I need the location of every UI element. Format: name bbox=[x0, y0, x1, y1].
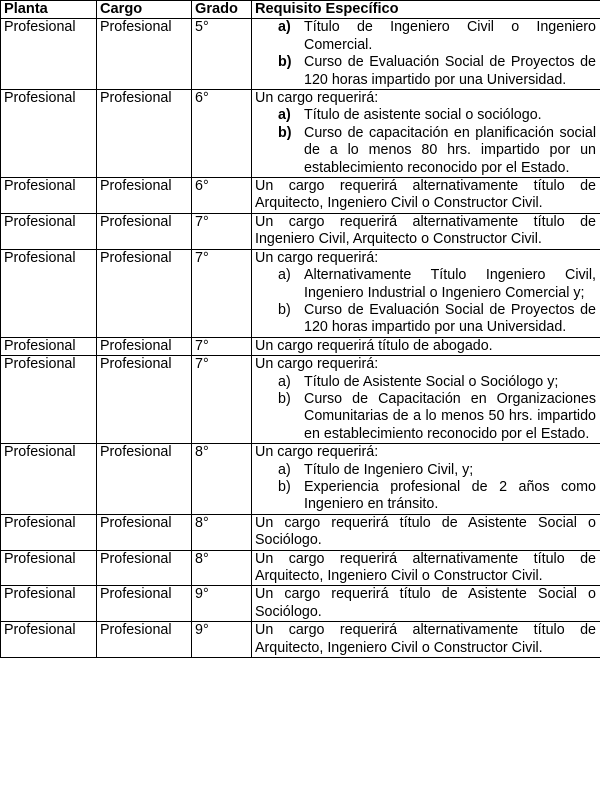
item-marker: a) bbox=[278, 461, 291, 478]
requirement-item bbox=[255, 19, 596, 54]
cell-requisito bbox=[252, 249, 600, 337]
item-marker: a) bbox=[278, 267, 291, 284]
requirement-intro: Un cargo requerirá título de Asistente Social o Sociólogo. bbox=[255, 514, 596, 549]
cell-planta: Profesional bbox=[1, 249, 97, 337]
requirement-intro: Un cargo requerirá alternativamente título de Arquitecto, Ingeniero Civil o Constructor Civil. bbox=[255, 178, 596, 212]
cell-requisito bbox=[252, 337, 600, 355]
requirement-list bbox=[255, 374, 596, 444]
cell-grado: 7° bbox=[192, 213, 252, 249]
cell-grado: 9° bbox=[192, 586, 252, 622]
item-marker: b) bbox=[278, 124, 292, 141]
item-marker: b) bbox=[278, 301, 291, 318]
header-cargo: Cargo bbox=[97, 1, 192, 19]
requirement-item bbox=[255, 374, 596, 391]
item-text: Curso de capacitación en planificación social de a lo menos 80 hrs. impartido por un establecimiento reconocido por el Estado. bbox=[304, 124, 596, 176]
item-text: Curso de Capacitación en Organizaciones Comunitarias de a lo menos 50 hrs. impartido en establecimiento reconocido por el Estado. bbox=[304, 390, 596, 442]
requirement-item bbox=[255, 479, 596, 514]
cell-grado: 9° bbox=[192, 622, 252, 658]
cell-requisito bbox=[252, 178, 600, 214]
cell-cargo: Profesional bbox=[97, 622, 192, 658]
item-text: Título de asistente social o sociólogo. bbox=[304, 107, 542, 124]
item-marker: a) bbox=[278, 373, 291, 390]
cell-cargo: Profesional bbox=[97, 550, 192, 586]
table-row bbox=[1, 586, 600, 622]
requirement-intro: Un cargo requerirá: bbox=[255, 249, 379, 266]
item-text: Título de Ingeniero Civil o Ingeniero Comercial. bbox=[304, 19, 596, 53]
cell-grado: 7° bbox=[192, 356, 252, 444]
table-row bbox=[1, 178, 600, 214]
cell-grado: 8° bbox=[192, 444, 252, 515]
requirement-item bbox=[255, 462, 596, 479]
table-row bbox=[1, 213, 600, 249]
cell-cargo: Profesional bbox=[97, 356, 192, 444]
table-body bbox=[1, 19, 600, 658]
requirement-item bbox=[255, 54, 596, 89]
header-planta: Planta bbox=[1, 1, 97, 19]
requirement-intro: Un cargo requerirá título de Asistente Social o Sociólogo. bbox=[255, 586, 596, 620]
header-requisito: Requisito Específico bbox=[252, 1, 600, 19]
cell-planta: Profesional bbox=[1, 356, 97, 444]
item-text: Título de Ingeniero Civil, y; bbox=[304, 461, 474, 478]
table-row bbox=[1, 622, 600, 658]
header-row bbox=[1, 1, 600, 19]
table-row bbox=[1, 249, 600, 337]
table-row bbox=[1, 514, 600, 550]
cell-cargo: Profesional bbox=[97, 249, 192, 337]
cell-cargo: Profesional bbox=[97, 444, 192, 515]
cell-cargo: Profesional bbox=[97, 337, 192, 355]
cell-requisito bbox=[252, 586, 600, 622]
table-row bbox=[1, 337, 600, 355]
cell-requisito bbox=[252, 356, 600, 444]
cell-cargo: Profesional bbox=[97, 213, 192, 249]
cell-requisito bbox=[252, 550, 600, 586]
cell-planta: Profesional bbox=[1, 622, 97, 658]
cell-cargo: Profesional bbox=[97, 178, 192, 214]
requirement-intro: Un cargo requerirá alternativamente título de Ingeniero Civil, Arquitecto o Constructor Civil. bbox=[255, 213, 596, 248]
cell-requisito bbox=[252, 514, 600, 550]
table-header bbox=[1, 1, 600, 19]
requirement-list bbox=[255, 19, 596, 89]
cell-planta: Profesional bbox=[1, 444, 97, 515]
cell-grado: 8° bbox=[192, 514, 252, 550]
cell-grado: 7° bbox=[192, 337, 252, 355]
cell-planta: Profesional bbox=[1, 586, 97, 622]
item-marker: a) bbox=[278, 19, 291, 36]
cell-cargo: Profesional bbox=[97, 586, 192, 622]
cell-planta: Profesional bbox=[1, 550, 97, 586]
requirement-intro: Un cargo requerirá alternativamente título de Arquitecto, Ingeniero Civil o Constructor Civil. bbox=[255, 550, 596, 584]
requirement-intro: Un cargo requerirá: bbox=[255, 90, 379, 107]
cell-requisito bbox=[252, 213, 600, 249]
requirement-item bbox=[255, 302, 596, 337]
cell-planta: Profesional bbox=[1, 178, 97, 214]
cell-grado: 5° bbox=[192, 19, 252, 90]
requirement-intro: Un cargo requerirá: bbox=[255, 356, 379, 373]
item-text: Alternativamente Título Ingeniero Civil, Ingeniero Industrial o Ingeniero Comercial y; bbox=[304, 267, 596, 301]
cell-planta: Profesional bbox=[1, 90, 97, 178]
cell-cargo: Profesional bbox=[97, 19, 192, 90]
requirement-intro: Un cargo requerirá título de abogado. bbox=[255, 337, 493, 354]
requirement-item bbox=[255, 391, 596, 443]
requirement-item bbox=[255, 125, 596, 177]
cell-planta: Profesional bbox=[1, 213, 97, 249]
requirement-item bbox=[255, 107, 596, 124]
requirement-item bbox=[255, 267, 596, 302]
requirement-list bbox=[255, 267, 596, 337]
requirement-intro: Un cargo requerirá alternativamente título de Arquitecto, Ingeniero Civil o Constructor Civil. bbox=[255, 622, 596, 656]
cell-cargo: Profesional bbox=[97, 90, 192, 178]
table-row bbox=[1, 444, 600, 515]
table-row bbox=[1, 90, 600, 178]
cell-requisito bbox=[252, 622, 600, 658]
cell-grado: 6° bbox=[192, 178, 252, 214]
cell-planta: Profesional bbox=[1, 514, 97, 550]
cell-requisito bbox=[252, 90, 600, 178]
table-row bbox=[1, 356, 600, 444]
item-text: Título de Asistente Social o Sociólogo y; bbox=[304, 373, 559, 390]
item-text: Curso de Evaluación Social de Proyectos de 120 horas impartido por una Universidad. bbox=[304, 301, 596, 336]
item-marker: a) bbox=[278, 107, 291, 124]
cell-requisito bbox=[252, 19, 600, 90]
cell-grado: 7° bbox=[192, 249, 252, 337]
item-text: Experiencia profesional de 2 años como Ingeniero en tránsito. bbox=[304, 478, 596, 513]
cell-grado: 8° bbox=[192, 550, 252, 586]
cell-planta: Profesional bbox=[1, 19, 97, 90]
item-text: Curso de Evaluación Social de Proyectos de 120 horas impartido por una Universidad. bbox=[304, 54, 596, 88]
table-row bbox=[1, 19, 600, 90]
requirement-list bbox=[255, 462, 596, 514]
requirement-intro: Un cargo requerirá: bbox=[255, 444, 379, 461]
cell-grado: 6° bbox=[192, 90, 252, 178]
cell-cargo: Profesional bbox=[97, 514, 192, 550]
cell-planta: Profesional bbox=[1, 337, 97, 355]
cell-requisito bbox=[252, 444, 600, 515]
table-row bbox=[1, 550, 600, 586]
item-marker: b) bbox=[278, 478, 291, 495]
header-grado: Grado bbox=[192, 1, 252, 19]
item-marker: b) bbox=[278, 390, 291, 407]
requirement-list bbox=[255, 107, 596, 177]
item-marker: b) bbox=[278, 54, 292, 71]
